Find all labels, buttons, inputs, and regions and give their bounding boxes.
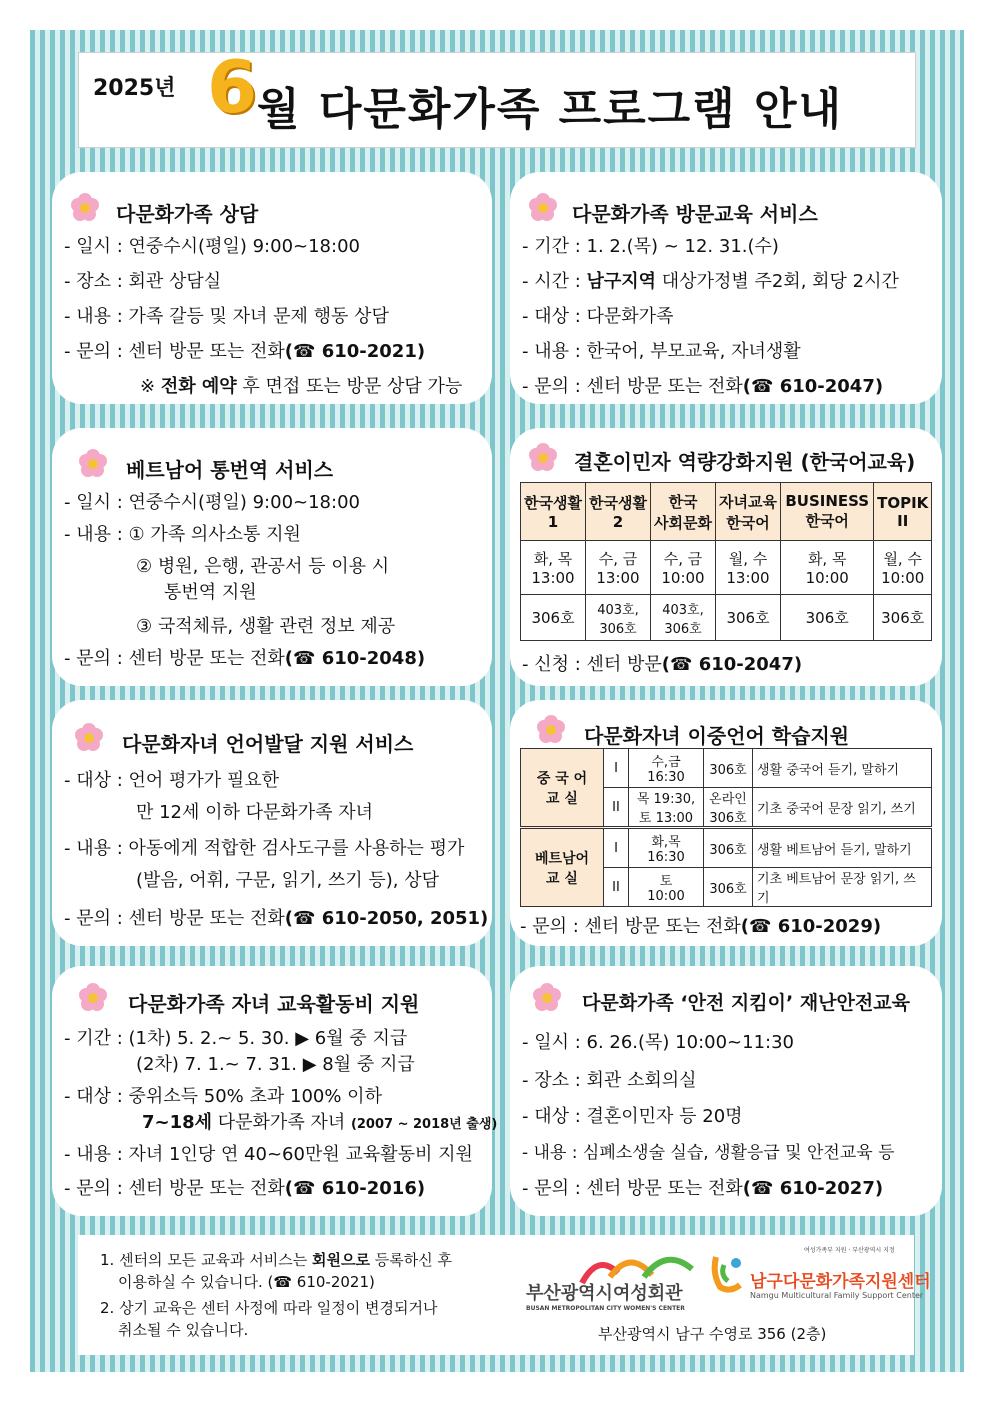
edu-cost-phone: (☎ 610-2016)	[284, 1178, 426, 1199]
org1-english: BUSAN METROPOLITAN CITY WOMEN'S CENTER	[526, 1305, 685, 1312]
bilingual-level: II	[604, 788, 629, 828]
edu-cost-content: - 내용 : 자녀 1인당 연 40~60만원 교육활동비 지원	[64, 1144, 473, 1165]
safety-inquiry: - 문의 : 센터 방문 또는 전화(☎ 610-2027)	[522, 1178, 884, 1199]
bilingual-room: 306호	[704, 868, 753, 907]
note-2: 2. 상기 교육은 센터 사정에 따라 일정이 변경되거나	[100, 1299, 438, 1317]
vietnamese-inquiry: - 문의 : 센터 방문 또는 전화(☎ 610-2048)	[64, 648, 426, 669]
counseling-place: - 장소 : 회관 상담실	[64, 271, 222, 292]
counseling-phone: (☎ 610-2021)	[284, 341, 426, 362]
safety-date: - 일시 : 6. 26.(목) 10:00~11:30	[522, 1032, 795, 1053]
edu-cost-period1: - 기간 : (1차) 5. 2.~ 5. 30. ▶ 6월 중 지급	[64, 1028, 408, 1049]
title-year: 2025년	[93, 76, 176, 101]
bilingual-room: 온라인 306호	[704, 788, 753, 828]
org2-name: 남구다문화가족지원센터	[750, 1272, 931, 1292]
korean-header-cell: 한국생활 1	[521, 483, 586, 541]
bilingual-desc: 기초 중국어 문장 읽기, 쓰기	[753, 788, 932, 828]
note-1-cont: 이용하실 수 있습니다. (☎ 610-2021)	[118, 1273, 375, 1291]
org2-english: Namgu Multicultural Family Support Center	[750, 1291, 924, 1300]
safety-content: - 내용 : 심폐소생술 실습, 생활응급 및 안전교육 등	[522, 1143, 895, 1163]
card-safety-education	[510, 966, 942, 1216]
bilingual-desc: 생활 베트남어 듣기, 말하기	[753, 828, 932, 868]
korean-header-cell: BUSINESS 한국어	[781, 483, 874, 541]
bilingual-group-name: 베트남어 교 실	[521, 828, 604, 907]
bilingual-level: II	[604, 868, 629, 907]
edu-cost-target2: 7~18세 다문화가족 자녀 (2007 ~ 2018년 출생)	[142, 1112, 498, 1133]
korean-day-cell: 수, 금 13:00	[586, 541, 651, 595]
title-banner	[78, 45, 916, 148]
footer-notes	[78, 1235, 931, 1355]
korean-room-cell: 403호, 306호	[586, 595, 651, 641]
note-2-cont: 취소될 수 있습니다.	[118, 1321, 249, 1339]
edu-cost-period2: (2차) 7. 1.~ 7. 31. ▶ 8월 중 지급	[136, 1054, 415, 1075]
language-target1: - 대상 : 언어 평가가 필요한	[64, 770, 280, 791]
korean-room-cell: 306호	[781, 595, 874, 641]
safety-phone: (☎ 610-2027)	[742, 1178, 884, 1199]
flower-icon	[78, 982, 108, 1012]
card-bilingual	[510, 700, 942, 946]
org1-name: 부산광역시여성회관	[526, 1283, 683, 1304]
language-content2: (발음, 어휘, 구문, 읽기, 쓰기 등), 상담	[136, 870, 440, 891]
vietnamese-date: - 일시 : 연중수시(평일) 9:00~18:00	[64, 492, 360, 513]
bilingual-time: 수,금 16:30	[629, 749, 704, 788]
language-inquiry: - 문의 : 센터 방문 또는 전화(☎ 610-2050, 2051)	[64, 908, 489, 929]
counseling-date: - 일시 : 연중수시(평일) 9:00~18:00	[64, 236, 360, 257]
language-phone: (☎ 610-2050, 2051)	[284, 908, 489, 929]
korean-header-cell: TOPIK II	[874, 483, 932, 541]
bilingual-title: 다문화자녀 이중언어 학습지원	[584, 724, 850, 748]
flower-icon	[70, 192, 100, 222]
bilingual-time: 목 19:30, 토 13:00	[629, 788, 704, 828]
counseling-title: 다문화가족 상담	[116, 202, 259, 226]
visit-inquiry: - 문의 : 센터 방문 또는 전화(☎ 610-2047)	[522, 376, 884, 397]
vietnamese-content1: - 내용 : ① 가족 의사소통 지원	[64, 524, 301, 545]
korean-day-cell: 수, 금 10:00	[651, 541, 716, 595]
flower-icon	[528, 442, 558, 472]
safety-title: 다문화가족 ‘안전 지킴이’ 재난안전교육	[582, 992, 910, 1014]
card-visit-education	[510, 172, 942, 404]
korean-header-cell: 자녀교육 한국어	[716, 483, 781, 541]
visit-phone: (☎ 610-2047)	[742, 376, 884, 397]
korean-day-cell: 월, 수 13:00	[716, 541, 781, 595]
flower-icon	[532, 982, 562, 1012]
korean-day-cell: 화, 목 10:00	[781, 541, 874, 595]
bilingual-table	[520, 748, 932, 907]
edu-cost-inquiry: - 문의 : 센터 방문 또는 전화(☎ 610-2016)	[64, 1178, 426, 1199]
korean-schedule-table	[520, 482, 932, 641]
bilingual-level: I	[604, 828, 629, 868]
card-education-cost	[52, 966, 498, 1216]
korean-room-cell: 306호	[874, 595, 932, 641]
bilingual-phone: (☎ 610-2029)	[740, 916, 882, 937]
bilingual-desc: 기초 베트남어 문장 읽기, 쓰기	[753, 868, 932, 907]
korean-day-cell: 월, 수 10:00	[874, 541, 932, 595]
visit-title: 다문화가족 방문교육 서비스	[572, 202, 818, 226]
visit-period: - 기간 : 1. 2.(목) ~ 12. 31.(수)	[522, 236, 779, 257]
language-title: 다문화자녀 언어발달 지원 서비스	[122, 732, 414, 756]
edu-cost-title: 다문화가족 자녀 교육활동비 지원	[128, 992, 420, 1016]
card-korean-education	[510, 428, 942, 686]
center-address: 부산광역시 남구 수영로 356 (2층)	[598, 1325, 827, 1343]
korean-phone: (☎ 610-2047)	[661, 654, 803, 675]
bilingual-room: 306호	[704, 749, 753, 788]
edu-cost-target1: - 대상 : 중위소득 50% 초과 100% 이하	[64, 1086, 382, 1107]
visit-target: - 대상 : 다문화가족	[522, 306, 674, 327]
flower-icon	[536, 714, 566, 744]
family-center-logo-icon	[710, 1253, 746, 1293]
bilingual-time: 화,목 16:30	[629, 828, 704, 868]
language-target2: 만 12세 이하 다문화가족 자녀	[136, 802, 374, 823]
safety-target: - 대상 : 결혼이민자 등 20명	[522, 1106, 743, 1127]
korean-title: 결혼이민자 역량강화지원 (한국어교육)	[574, 450, 916, 474]
korean-apply: - 신청 : 센터 방문(☎ 610-2047)	[522, 654, 803, 675]
page-title: 월 다문화가족 프로그램 안내	[257, 84, 844, 135]
counseling-content: - 내용 : 가족 갈등 및 자녀 문제 행동 상담	[64, 306, 389, 327]
org2-top: 여성가족부 지원 · 부산광역시 지정	[804, 1247, 895, 1254]
flower-icon	[528, 192, 558, 222]
visit-time: - 시간 : 남구지역 대상가정별 주2회, 회당 2시간	[522, 271, 899, 292]
flower-icon	[78, 448, 108, 478]
bilingual-group-name: 중 국 어 교 실	[521, 749, 604, 828]
vietnamese-title: 베트남어 통번역 서비스	[126, 458, 334, 482]
vietnamese-content2: ② 병원, 은행, 관공서 등 이용 시	[136, 556, 390, 577]
bilingual-room: 306호	[704, 828, 753, 868]
vietnamese-content2b: 통번역 지원	[164, 582, 257, 603]
bilingual-level: I	[604, 749, 629, 788]
counseling-note: ※ 전화 예약 후 면접 또는 방문 상담 가능	[140, 376, 463, 397]
korean-header-cell: 한국생활 2	[586, 483, 651, 541]
card-language-development	[52, 700, 492, 946]
card-vietnamese-interpretation	[52, 428, 492, 686]
vietnamese-phone: (☎ 610-2048)	[284, 648, 426, 669]
bilingual-desc: 생활 중국어 듣기, 말하기	[753, 749, 932, 788]
note-1: 1. 센터의 모든 교육과 서비스는 회원으로 등록하신 후	[100, 1251, 453, 1269]
korean-day-cell: 화, 목 13:00	[521, 541, 586, 595]
vietnamese-content3: ③ 국적체류, 생활 관련 정보 제공	[136, 616, 396, 637]
title-month: 6	[207, 45, 258, 129]
flower-icon	[74, 722, 104, 752]
counseling-inquiry: - 문의 : 센터 방문 또는 전화(☎ 610-2021)	[64, 341, 426, 362]
safety-place: - 장소 : 회관 소회의실	[522, 1070, 697, 1091]
card-counseling	[52, 172, 492, 404]
bilingual-inquiry: - 문의 : 센터 방문 또는 전화(☎ 610-2029)	[520, 916, 882, 937]
korean-room-cell: 306호	[716, 595, 781, 641]
korean-header-cell: 한국 사회문화	[651, 483, 716, 541]
language-content1: - 내용 : 아동에게 적합한 검사도구를 사용하는 평가	[64, 838, 465, 859]
korean-room-cell: 306호	[521, 595, 586, 641]
korean-room-cell: 403호, 306호	[651, 595, 716, 641]
visit-content: - 내용 : 한국어, 부모교육, 자녀생활	[522, 341, 801, 362]
bilingual-time: 토 10:00	[629, 868, 704, 907]
